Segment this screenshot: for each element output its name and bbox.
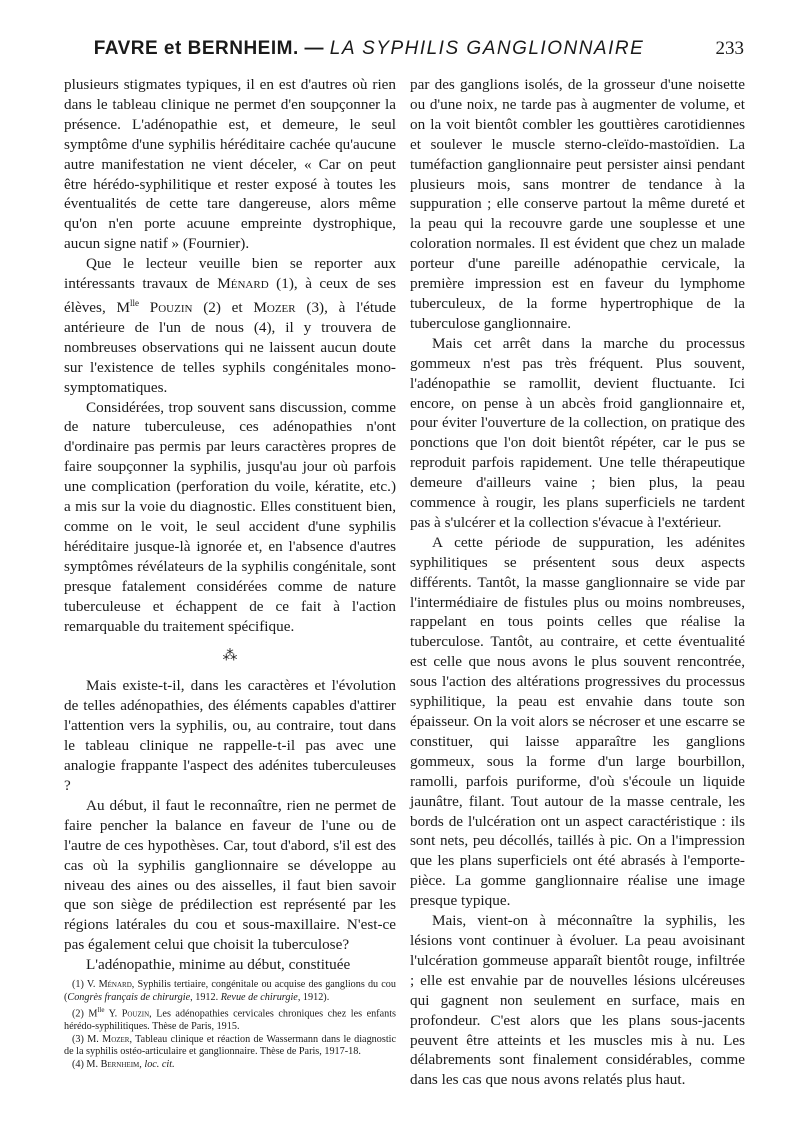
paragraph <box>64 254 396 397</box>
paragraph: Mais existe-t-il, dans les caractères et l'évolution de telles adénopathies, des éléments capables d'attirer l'attention vers la syphilis, ou, au contraire, tout dans le tableau clinique ne rappelle-t-il pas avec une analogie frappante l'aspect des adénites tuberculeuses ? <box>64 677 396 794</box>
author-name: Pouzin <box>139 299 193 317</box>
footnote <box>64 979 396 1004</box>
paragraph: Considérées, trop souvent sans discussion, comme de nature tuberculeuse, ces adénopathies n'ont d'ordinaire pas permis par leurs caractères propres de faire soupçonner la syphilis, jusqu'au jour où parfois une complication (perforation du voile, kératite, etc.) a mis sur la voie du diagnostic. Elles constituent bien, comme on le voit, le seul accident d'une syphilis héréditaire jusque-là ignorée et, en l'absence d'autres symptômes révélateurs de la syphilis congénitale, sont presque fatalement considérées comme de nature tuberculeuse et échappent de ce fait à l'action remarquable du traitement spécifique. <box>64 398 396 635</box>
paragraph: Mais cet arrêt dans la marche du processus gommeux n'est pas très fréquent. Plus souvent, l'adénopathie se ramollit, devient fluctuante. Ici encore, on pense à un abcès froid ganglionnaire et, pour éviter l'ouverture de la collection, on pratique des ponctions que l'on doit bientôt répéter, car le pus se reproduit parfois rapidement. Une telle thérapeutique demeure d'ailleurs vaine ; bien plus, la peau commence à rougir, les plans superficiels ne tardent pas à s'ulcérer et la collection s'évacue à l'extérieur. <box>410 334 745 531</box>
section-separator: ⁂ <box>222 648 238 665</box>
text-run: , <box>139 1058 145 1070</box>
running-title <box>64 38 674 60</box>
text-run: , 1912. <box>190 991 221 1003</box>
running-header <box>64 38 744 68</box>
author-name: Mozer <box>102 1033 130 1045</box>
italic-text: Congrès français de chirurgie <box>67 991 191 1003</box>
text-run: Que le lecteur veuille bien se reporter aux intéressants travaux de <box>64 255 396 293</box>
header-article-title: LA SYPHILIS GANGLIONNAIRE <box>329 38 645 59</box>
author-name: Ménard <box>98 979 132 991</box>
paragraph: Au début, il faut le reconnaître, rien ne permet de faire pencher la balance en faveur de l'une ou de l'autre de ces hypothèses. Car, tout d'abord, s'il est des cas où la syphilis ganglionnaire se développe au niveau des aines ou des aisselles, il faut bien savoir que son siège de prédilection est représenté par les régions latérales du cou et sous-maxillaire. N'est-ce pas également celui que choisit la tuberculose? <box>64 796 396 954</box>
paragraph: plusieurs stigmates typiques, il en est d'autres où rien dans le tableau clinique ne permet d'en soupçonner la présence. L'adénopathie est, et demeure, le seul symptôme d'une syphilis héréditaire cachée qu'aucune autre manifestation ne vient déceler, « Car on peut être hérédo-syphilitique et rester exposé à toutes les éventualités de cette tare dangereuse, alors même qu'on n'en porte acuune empreinte dystrophique, aucun signe natif » (Fournier). <box>64 76 396 253</box>
text-run: , Les adénopathies cervicales chroniques chez les enfants hérédo-syphilitiques. Thèse de Paris, 1915. <box>64 1008 396 1033</box>
footnote <box>64 1059 396 1072</box>
text-run: (2) et <box>192 299 254 317</box>
footnotes <box>64 979 396 1072</box>
paragraph: A cette période de suppuration, les adénites syphilitiques se présentent sous deux aspects différents. Tantôt, la masse ganglionnaire se vide par l'intermédiaire de fistules plus ou moins nombreuses, rappelant en tous points celles que réalise la tuberculose. Tantôt, au contraire, et cette éventualité est celle que nous avons le plus souvent rencontrée, sous l'action des altérations progressives du processus syphilitique, la peau est envahie dans toute son épaisseur. On la voit alors se nécroser et une escarre se constituer, qui laisse apparaître les ganglions gommeux, sous la forme d'un large bourbillon, ramolli, parfois puriforme, d'où s'écoule un liquide jaunâtre, filant. Tout autour de la masse centrale, les bords de l'ulcération ont un aspect caractéristique : ils sont nets, peu décollés, taillés à pic. On a l'impression que les plans superficiels ont été abrasés à l'emporte-pièce. La gomme ganglionnaire réalise une image presque typique. <box>410 533 745 910</box>
superscript: lle <box>97 1006 105 1015</box>
paragraph: L'adénopathie, minime au début, constituée <box>86 956 351 974</box>
text-run: , 1912). <box>297 991 330 1003</box>
author-name: Mozer <box>253 299 296 317</box>
italic-text: loc. cit. <box>144 1058 175 1070</box>
text-run: (3), à l'étude antérieure de l'un de nous (4), il y trouvera de nombreuses observations qui ne laissent aucun doute sur l'existence de telles syphils congénitales mono-symptomatiques. <box>64 299 396 396</box>
paragraph: par des ganglions isolés, de la grosseur d'une noisette ou d'une noix, ne tarde pas à augmenter de volume, et on la voit bientôt combler les gouttières carotidiennes et soulever le muscle sterno-cleïdo-mastoïdien. La tuméfaction ganglionnaire peut persister ainsi pendant plusieurs mois, sans montrer de tendance à la suppuration ; elle conserve partout la même dureté et la peau qui la recouvre garde une souplesse et une coloration normales. Il est évident que chez un malade porteur d'une pareille adénopathie cervicale, la première impression est en faveur du lymphome tuberculeux, de la forme hypertrophique de la tuberculose ganglionnaire. <box>410 76 745 332</box>
paragraph: Mais, vient-on à méconnaître la syphilis, les lésions vont continuer à évoluer. La peau avoisinant l'ulcération gommeuse apparaît bientôt rouge, infiltrée ; elle est envahie par de nouvelles lésions ulcéreuses qui gagnent non seulement en surface, mais en profondeur. C'est alors que les plans sous-jacents peuvent être atteints et les muscles mis à nu. Les délabrements sont finalement considérables, comme dans les cas que nous avons relatés plus haut. <box>410 912 745 1089</box>
right-column <box>410 75 745 1090</box>
text-run: , Syphilis tertiaire, congénitale ou acquise des ganglions du cou ( <box>64 979 396 1003</box>
footnote <box>64 1004 396 1034</box>
header-authors: FAVRE et BERNHEIM. — <box>93 38 330 59</box>
text-run: (1) V. <box>72 979 99 991</box>
page-number: 233 <box>715 38 744 59</box>
italic-text: Revue de chirurgie <box>220 991 298 1003</box>
author-name: Bernheim <box>100 1058 140 1070</box>
author-name: Y. Pouzin <box>104 1008 150 1020</box>
text-run: (4) M. <box>72 1058 101 1070</box>
superscript: lle <box>130 297 140 308</box>
text-run: , Tableau clinique et réaction de Wassermann dans le diagnostic de la syphilis ostéo-articulaire et ganglionnaire. Thèse de Paris, 1917-18. <box>64 1033 396 1058</box>
text-run: (1), à ceux de ses élèves, M <box>64 275 397 317</box>
footnote <box>64 1034 396 1059</box>
text-run: (3) M. <box>72 1033 103 1045</box>
text-run: (2) M <box>72 1008 98 1020</box>
left-column <box>64 75 396 1072</box>
author-name: Ménard <box>217 275 269 293</box>
